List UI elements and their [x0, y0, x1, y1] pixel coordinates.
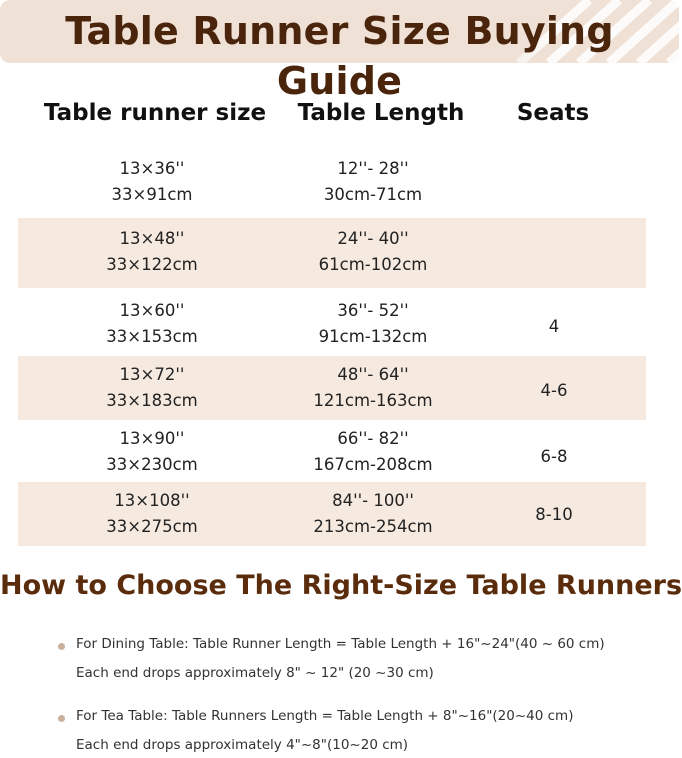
tip-formula: For Dining Table: Table Runner Length = Table Length + 16"~24"(40 ~ 60 cm): [76, 636, 605, 652]
runner-size-cm: 33×153cm: [106, 327, 198, 346]
table-length-cm: 213cm-254cm: [313, 517, 433, 536]
runner-size-cm: 33×183cm: [106, 391, 198, 410]
runner-size-inches: 13×108'': [114, 491, 190, 510]
header-table-length: Table Length: [297, 100, 465, 126]
runner-size-cm: 33×230cm: [106, 455, 198, 474]
seats-value: 4: [548, 317, 560, 336]
guide-title: How to Choose The Right-Size Table Runners: [0, 570, 682, 601]
table-length-inches: 24''- 40'': [337, 229, 409, 248]
seats-value: 4-6: [540, 381, 568, 400]
table-row: [18, 218, 646, 288]
runner-size-inches: 13×60'': [119, 301, 185, 320]
seats-value: 8-10: [535, 505, 573, 524]
table-row: [18, 356, 646, 420]
table-length-inches: 12''- 28'': [337, 159, 409, 178]
runner-size-inches: 13×36'': [119, 159, 185, 178]
bullet-icon: [58, 643, 65, 650]
table-row: [18, 294, 646, 356]
bullet-icon: [58, 715, 65, 722]
table-length-inches: 36''- 52'': [337, 301, 409, 320]
guide-tip-dining: [58, 636, 658, 686]
table-length-inches: 66''- 82'': [337, 429, 409, 448]
tip-drop: Each end drops approximately 4"~8"(10~20 cm): [76, 737, 409, 753]
title-banner: [0, 0, 679, 103]
guide-tip-tea: [58, 708, 658, 758]
page-title: Table Runner Size Buying Guide: [65, 9, 614, 103]
seats-value: 6-8: [540, 447, 568, 466]
header-seats: Seats: [516, 100, 590, 126]
table-length-cm: 121cm-163cm: [313, 391, 433, 410]
runner-size-inches: 13×48'': [119, 229, 185, 248]
table-length-cm: 167cm-208cm: [313, 455, 433, 474]
runner-size-inches: 13×72'': [119, 365, 185, 384]
table-length-cm: 61cm-102cm: [318, 255, 428, 274]
table-row: [18, 482, 646, 546]
table-row: [18, 152, 646, 216]
header-runner-size: Table runner size: [43, 100, 267, 126]
table-header: [0, 100, 679, 140]
table-length-inches: 84''- 100'': [332, 491, 414, 510]
runner-size-cm: 33×275cm: [106, 517, 198, 536]
tip-drop: Each end drops approximately 8" ~ 12" (20 ~30 cm): [76, 665, 434, 681]
tip-formula: For Tea Table: Table Runners Length = Table Length + 8"~16"(20~40 cm): [76, 708, 574, 724]
table-length-cm: 30cm-71cm: [323, 185, 423, 204]
table-length-inches: 48''- 64'': [337, 365, 409, 384]
runner-size-cm: 33×91cm: [111, 185, 193, 204]
table-length-cm: 91cm-132cm: [318, 327, 428, 346]
table-row: [18, 422, 646, 482]
runner-size-cm: 33×122cm: [106, 255, 198, 274]
runner-size-inches: 13×90'': [119, 429, 185, 448]
